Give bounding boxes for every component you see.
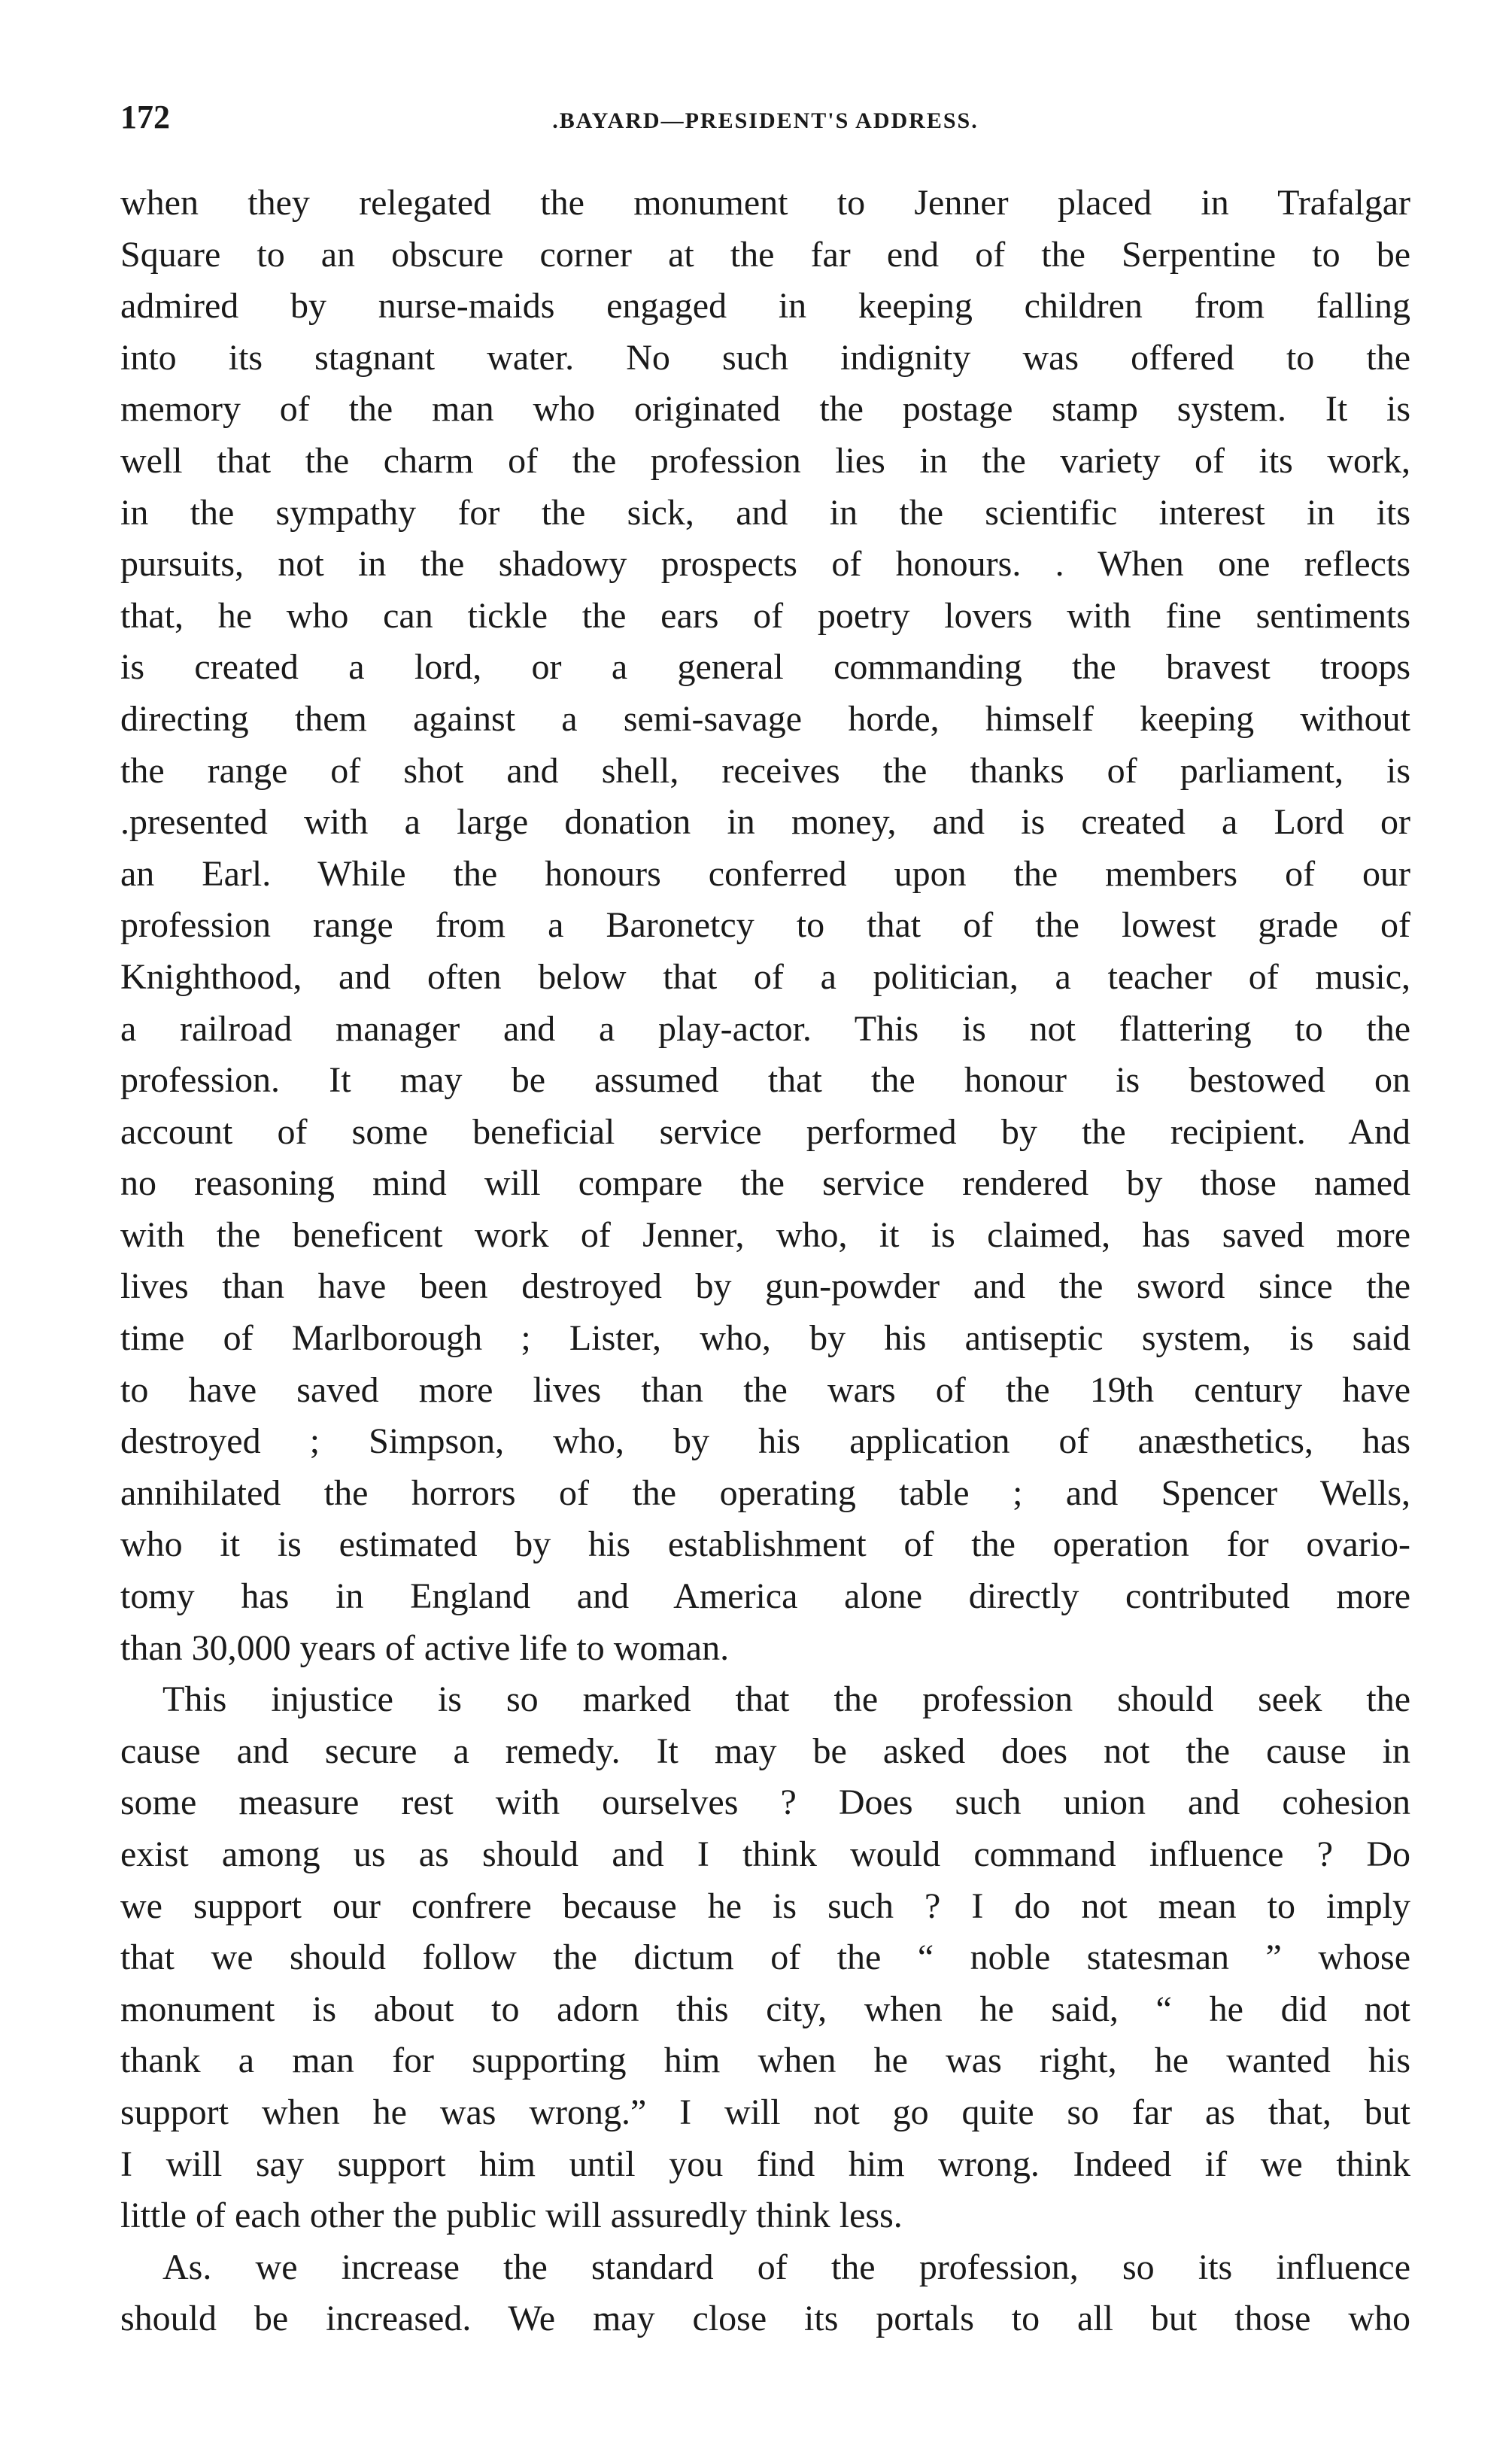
text-line: when they relegated the monument to Jenner placed in Trafalgar <box>120 183 1410 223</box>
text-line: profession range from a Baronetcy to that of the lowest grade of <box>120 905 1410 946</box>
text-line: that, he who can tickle the ears of poetry lovers with fine sentiments <box>120 595 1410 636</box>
text-line: .presented with a large donation in money, and is created a Lord or <box>120 802 1410 843</box>
text-line: we support our confrere because he is such ? I do not mean to imply <box>120 1885 1410 1926</box>
text-line: I will say support him until you find him wrong. Indeed if we think <box>120 2144 1410 2184</box>
text-line: tomy has in England and America alone directly contributed more <box>120 1576 1410 1617</box>
text-line: to have saved more lives than the wars of the 19th century have <box>120 1369 1410 1410</box>
text-line: is created a lord, or a general commanding the bravest troops <box>120 647 1410 688</box>
text-line: Knighthood, and often below that of a politician, a teacher of music, <box>120 956 1410 997</box>
running-head: .BAYARD—PRESIDENT'S ADDRESS. <box>552 108 979 133</box>
text-line: Square to an obscure corner at the far end of the Serpentine to be <box>120 234 1410 275</box>
text-line: into its stagnant water. No such indignity was offered to the <box>120 337 1410 378</box>
text-line: As. we increase the standard of the profession, so its influence <box>162 2247 1410 2287</box>
text-line: lives than have been destroyed by gun-powder and the sword since the <box>120 1266 1410 1307</box>
text-line: who it is estimated by his establishment of the operation for ovario- <box>120 1524 1410 1565</box>
text-line: monument is about to adorn this city, when he said, “ he did not <box>120 1989 1410 2029</box>
text-line: should be increased. We may close its portals to all but those who <box>120 2299 1410 2339</box>
text-line: the range of shot and shell, receives the thanks of parliament, is <box>120 750 1410 791</box>
text-line: than 30,000 years of active life to woman. <box>120 1627 730 1668</box>
text-line: an Earl. While the honours conferred upon the members of our <box>120 853 1410 894</box>
text-line: support when he was wrong.” I will not go quite so far as that, but <box>120 2092 1410 2132</box>
text-line: time of Marlborough ; Lister, who, by his antiseptic system, is said <box>120 1318 1410 1359</box>
text-line: annihilated the horrors of the operating table ; and Spencer Wells, <box>120 1472 1410 1513</box>
page-number: 172 <box>120 99 170 135</box>
text-line: thank a man for supporting him when he was right, he wanted his <box>120 2040 1410 2081</box>
text-line: a railroad manager and a play-actor. This is not flattering to the <box>120 1008 1410 1049</box>
text-line: that we should follow the dictum of the “ noble statesman ” whose <box>120 1937 1410 1978</box>
text-line: pursuits, not in the shadowy prospects of honours. . When one reflects <box>120 544 1410 585</box>
text-line: profession. It may be assumed that the honour is bestowed on <box>120 1060 1410 1101</box>
text-line: no reasoning mind will compare the service rendered by those named <box>120 1163 1410 1204</box>
text-line: little of each other the public will assuredly think less. <box>120 2195 903 2236</box>
text-line: with the beneficent work of Jenner, who, it is claimed, has saved more <box>120 1214 1410 1255</box>
text-line: This injustice is so marked that the profession should seek the <box>162 1679 1410 1720</box>
paragraph <box>120 1674 1410 2242</box>
text-line: account of some beneficial service performed by the recipient. And <box>120 1111 1410 1152</box>
text-line: directing them against a semi-savage horde, himself keeping without <box>120 698 1410 739</box>
text-line: some measure rest with ourselves ? Does such union and cohesion <box>120 1782 1410 1823</box>
text-line: cause and secure a remedy. It may be asked does not the cause in <box>120 1730 1410 1771</box>
body-text <box>120 178 1410 2345</box>
text-line: in the sympathy for the sick, and in the scientific interest in its <box>120 492 1410 533</box>
text-line: admired by nurse-maids engaged in keeping children from falling <box>120 286 1410 327</box>
page-header <box>120 98 1410 147</box>
paragraph <box>120 2242 1410 2345</box>
book-page <box>120 98 1410 2345</box>
text-line: destroyed ; Simpson, who, by his application of anæsthetics, has <box>120 1421 1410 1462</box>
text-line: well that the charm of the profession lies in the variety of its work, <box>120 440 1410 481</box>
paragraph <box>120 178 1410 1674</box>
text-line: memory of the man who originated the postage stamp system. It is <box>120 389 1410 430</box>
text-line: exist among us as should and I think would command influence ? Do <box>120 1834 1410 1874</box>
